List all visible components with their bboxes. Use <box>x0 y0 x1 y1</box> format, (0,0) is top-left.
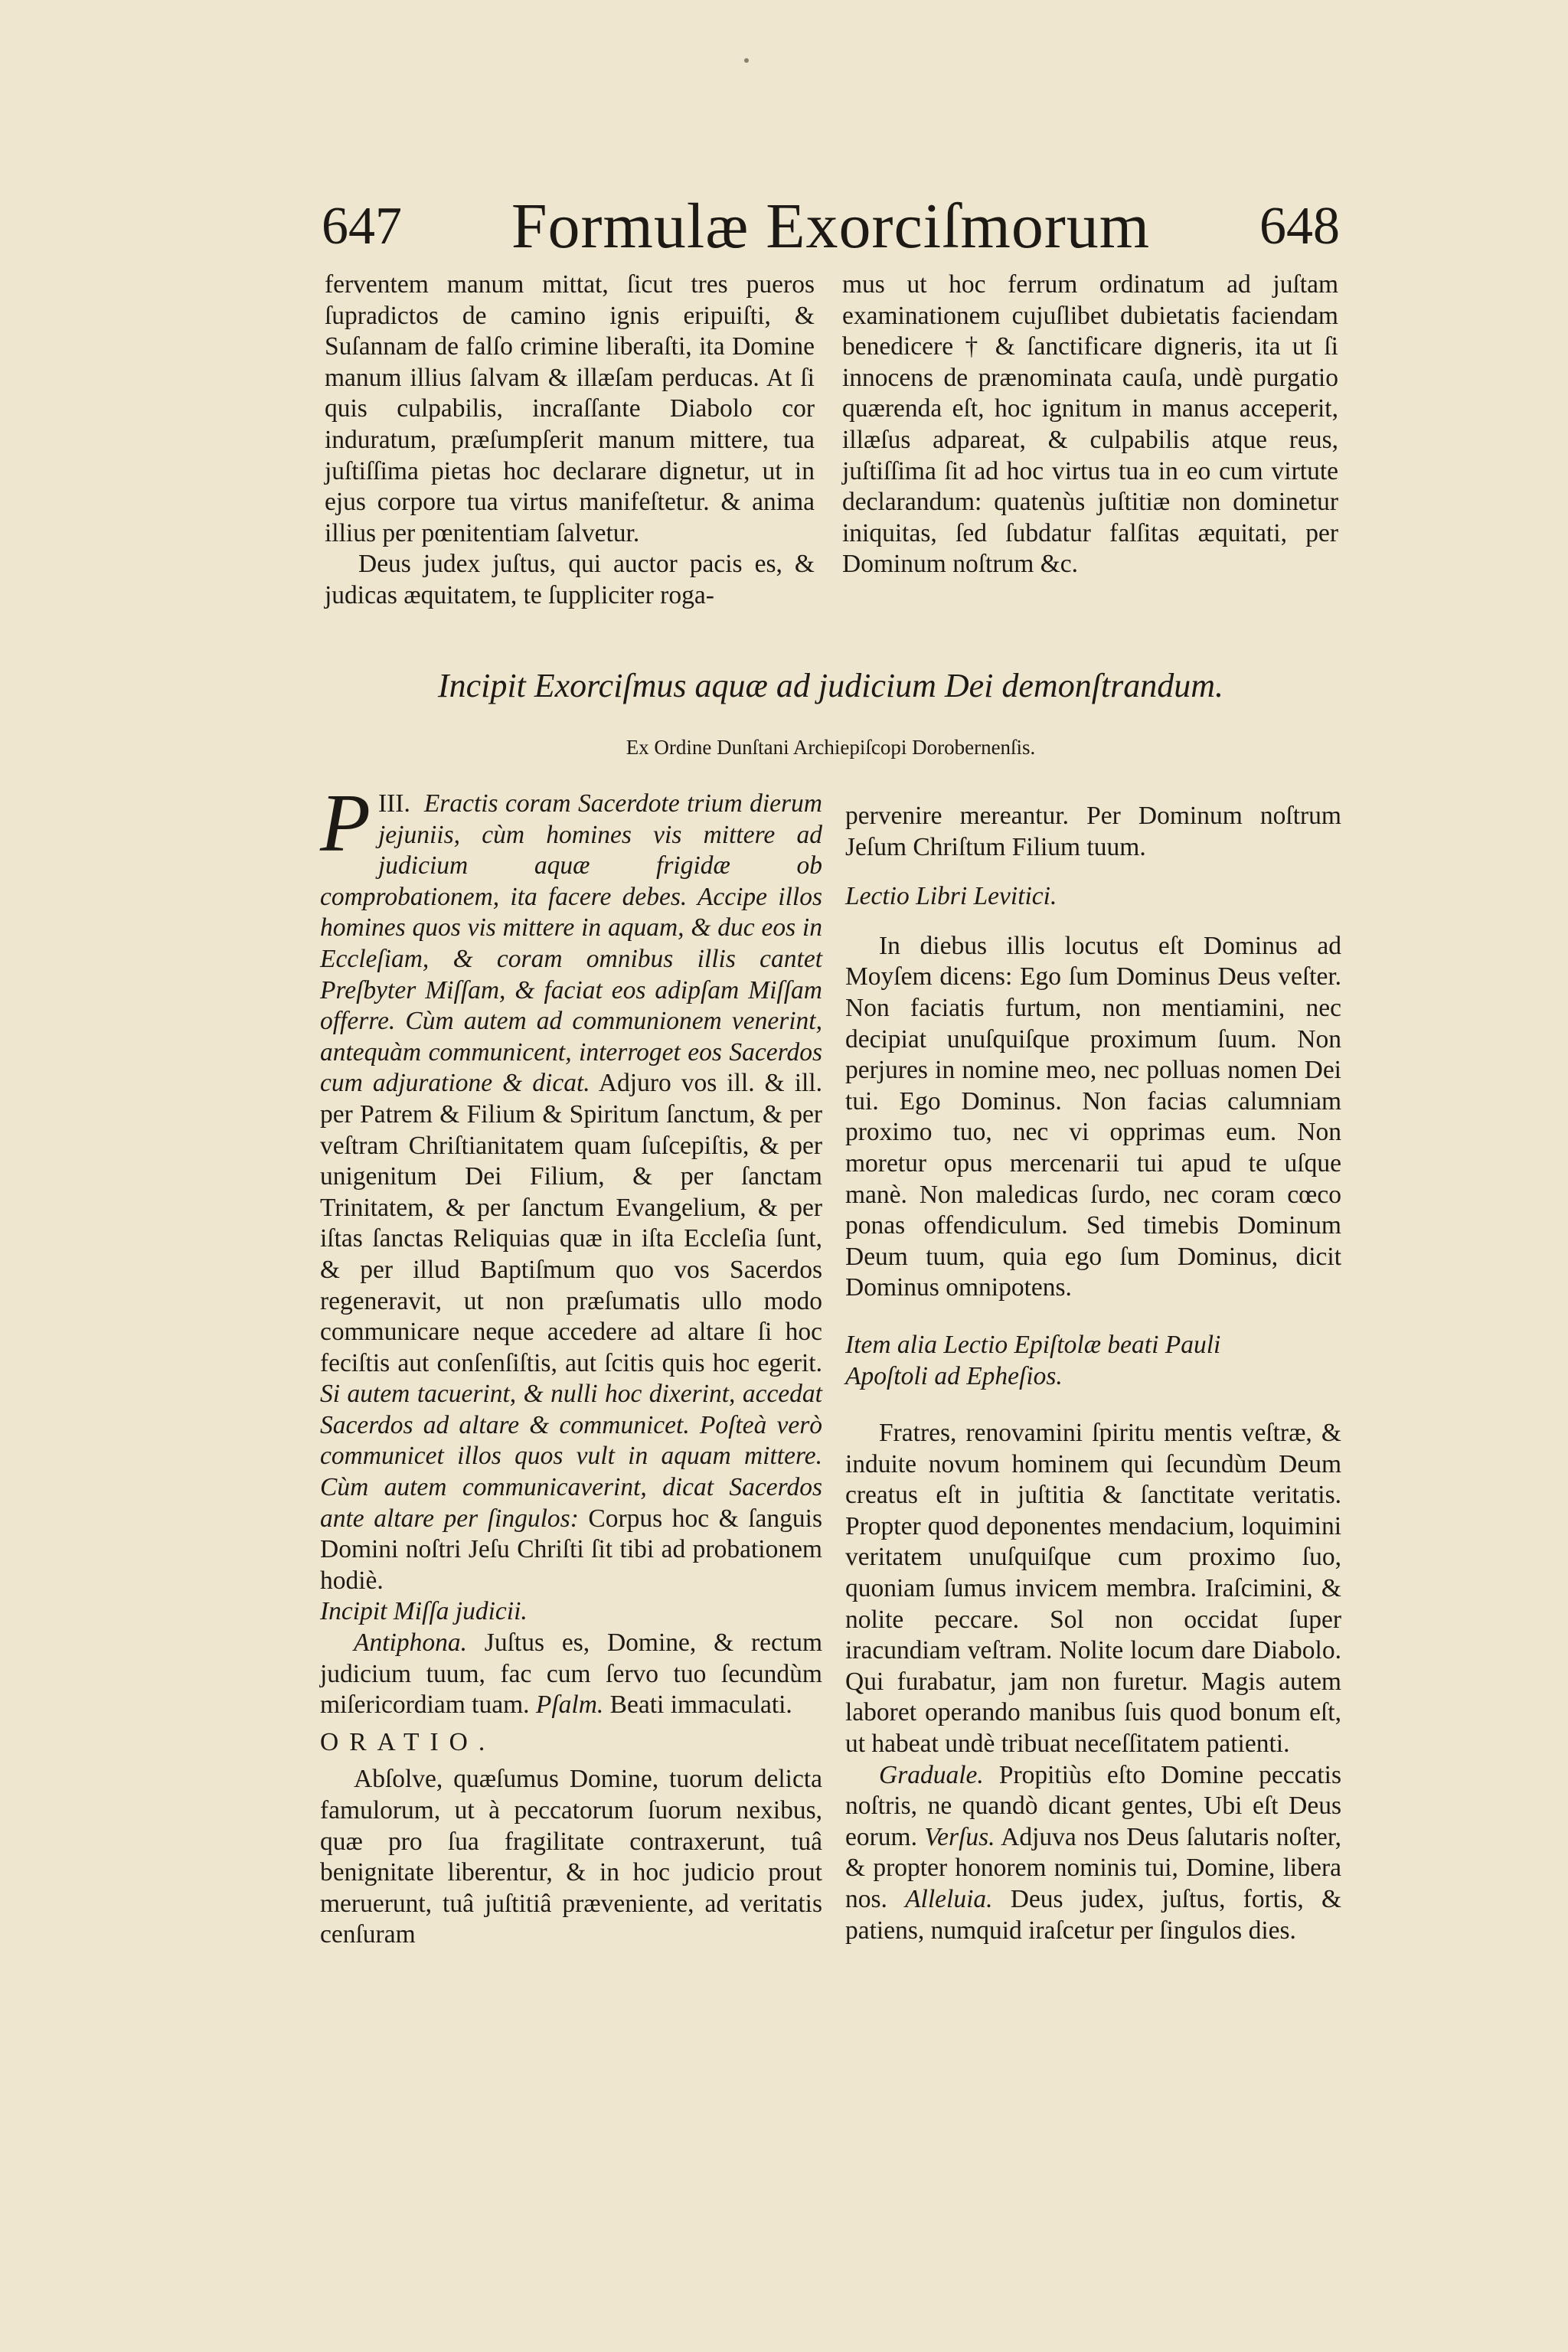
lectio-text: In diebus illis locutus eſt Dominus ad Moyſem dicens: Ego ſum Dominus Deus veſter. Non faciatis furtum, non mentiamini, nec decipiat unuſquiſque proximum ſuum. Non perjures in nomine meo, nec polluas nomen Dei tui. Ego Dominus. Non facias calumniam proximo tuo, nec vi opprimas eum. Non moretur opus mercenarii tui apud te uſque manè. Non maledicas ſurdo, nec coram cœco ponas offendiculum. Sed timebis Dominum Deum tuum, quia ego ſum Dominus, dicit Dominus omnipotens. <box>845 931 1341 1302</box>
graduale-text: Propitiùs eſto Domine peccatis noſtris, ne quandò dicant gentes, Ubi eſt Deus eorum. <box>845 1760 1341 1851</box>
rubric-paragraph <box>320 778 823 1596</box>
section-number: III. <box>377 789 410 818</box>
ink-speck <box>744 58 749 63</box>
epistola-heading-line1: Item alia Lectio Epiſtolæ beati Pauli <box>845 1330 1221 1359</box>
oratio-text: Abſolve, quæſumus Domine, tuorum delicta famulorum, ut à peccatorum ſuorum nexibus, quæ pro ſua fragilitate contraxerunt, tuâ benignitate liberentur, & in hoc judicio prout meruerunt, tuâ juſtitiâ præveniente, ad veritatis cenſuram <box>320 1765 822 1949</box>
psalm-label: Pſalm. <box>535 1690 604 1720</box>
running-header <box>322 190 1340 263</box>
psalm-text: Beati immaculati. <box>609 1690 792 1720</box>
rubric-text: Eractis coram Sacerdote trium dierum jejuniis, cùm homines vis mittere ad judicium aquæ frigidæ ob comprobationem, ita facere debes. Accipe illos homines quos vis mittere in aquam, & duc eos in Eccleſiam, & coram omnibus illis cantet Preſbyter Miſſam, & faciat eos adipſam Miſſam offerre. Cùm autem ad communionem venerint, antequàm communicent, interroget eos Sacerdos cum adjuratione & dicat. <box>320 789 822 1098</box>
versus-text: Adjuva nos Deus ſalutaris noſter, & propter honorem nominis tui, Domine, libera nos. <box>845 1822 1342 1913</box>
running-title: Formulæ Exorciſmorum <box>511 191 1151 262</box>
antiphona-text: Juſtus es, Domine, & rectum judicium tuum, fac cum ſervo tuo ſecundùm miſericordiam tuam. <box>320 1628 822 1720</box>
bottom-right-column <box>845 801 1341 1946</box>
epistola-text: Fratres, renovamini ſpiritu mentis veſtræ, & induite novum hominem qui ſecundùm Deum creatus eſt in juſtitia & ſanctitate veritatis. Propter quod deponentes mendacium, loquimini veritatem unuſquiſque cum proximo ſuo, quoniam ſumus invicem membra. Iraſcimini, & nolite peccare. Sol non occidat ſuper iracundiam veſtram. Nolite locum dare Diabolo. Qui furabatur, jam non furetur. Magis autem laboret operando manibus ſuis quod bonum eſt, ut habeat undè tribuat neceſſitatem patienti. <box>845 1419 1341 1759</box>
graduale-paragraph <box>845 1760 1341 1947</box>
section-source: Ex Ordine Dunſtani Archiepiſcopi Dorobernenſis. <box>626 736 1036 759</box>
paragraph: ferventem manum mittat, ſicut tres pueros ſupradictos de camino ignis eripuiſti, & Suſannam de falſo crimine liberaſti, ita Domine manum illius ſalvam & illæſam perducas. At ſi quis culpabilis, incraſſante Diabolo cor induratum, præſumpſerit manum mittere, tua juſtiſſima pietas hoc declarare dignetur, ut in ejus corpore tua virtus manifeſtetur. & anima illius per pœnitentiam ſalvetur. <box>325 270 815 547</box>
page-number-right: 648 <box>1259 197 1340 256</box>
communion-formula: Corpus hoc & ſanguis Domini noſtri Jeſu Chriſti ſit tibi ad probationem hodiè. <box>320 1504 823 1595</box>
alleluia-text: Deus judex, juſtus, fortis, & patiens, numquid iraſcetur per ſingulos dies. <box>845 1885 1341 1945</box>
drop-cap: P <box>320 778 371 869</box>
epistola-heading-line2: Apoſtoli ad Epheſios. <box>845 1361 1063 1390</box>
alleluia-label: Alleluia. <box>905 1885 993 1913</box>
page-number-left: 647 <box>322 197 402 256</box>
lectio-heading: Lectio Libri Levitici. <box>845 882 1057 911</box>
adjuration-text: Adjuro vos ill. & ill. per Patrem & Filium & Spiritum ſanctum, & per veſtram Chriſtianitatem quam ſuſcepiſtis, & per unigenitum Dei Filium, & per ſanctam Trinitatem, & per ſanctum Evangelium, & per iſtas ſanctas Reliquias quæ in iſta Eccleſia ſunt, & per illud Baptiſmum quo vos Sacerdos regeneravit, ut non præſumatis ullo modo communicare neque accedere ad altare ſi hoc feciſtis aut conſenſiſtis, aut ſcitis quis hoc egerit. <box>320 1069 822 1377</box>
antiphona-paragraph <box>320 1628 822 1721</box>
top-left-column <box>325 270 815 612</box>
bottom-left-column <box>320 778 823 1951</box>
paragraph: mus ut hoc ferrum ordinatum ad juſtam examinationem cujuſlibet dubietatis faciendam benedicere † & ſanctificare digneris, ita ut ſi innocens de prænominata cauſa, undè purgatio quærenda eſt, hoc ignitum in manus acceperit, illæſus adpareat, & culpabilis atque reus, juſtiſſima ſit ad hoc virtus tua in eo cum virtute declarandum: quatenùs juſtitiæ non dominetur iniquitas, ſed ſubdatur falſitas æquitati, per Dominum noſtrum &c. <box>842 270 1338 579</box>
versus-label: Verſus. <box>924 1822 995 1851</box>
antiphona-label: Antiphona. <box>354 1628 467 1658</box>
graduale-label: Graduale. <box>879 1760 984 1789</box>
missa-heading: Incipit Miſſa judicii. <box>320 1597 528 1626</box>
section-title: Incipit Exorciſmus aquæ ad judicium Dei demonſtrandum. <box>437 667 1224 704</box>
oratio-heading: ORATIO. <box>320 1727 496 1756</box>
paragraph: pervenire mereantur. Per Dominum noſtrum Jeſum Chriſtum Filium tuum. <box>845 802 1341 861</box>
top-right-column <box>842 270 1338 580</box>
paragraph: Deus judex juſtus, qui auctor pacis es, & judicas æquitatem, te ſuppliciter roga- <box>325 550 815 609</box>
rubric-text: Si autem tacuerint, & nulli hoc dixerint, accedat Sacerdos ad altare & communicet. Poſteà verò communicet illos quos vult in aquam mittere. Cùm autem communicaverint, dicat Sacerdos ante altare per ſingulos: <box>320 1380 822 1533</box>
